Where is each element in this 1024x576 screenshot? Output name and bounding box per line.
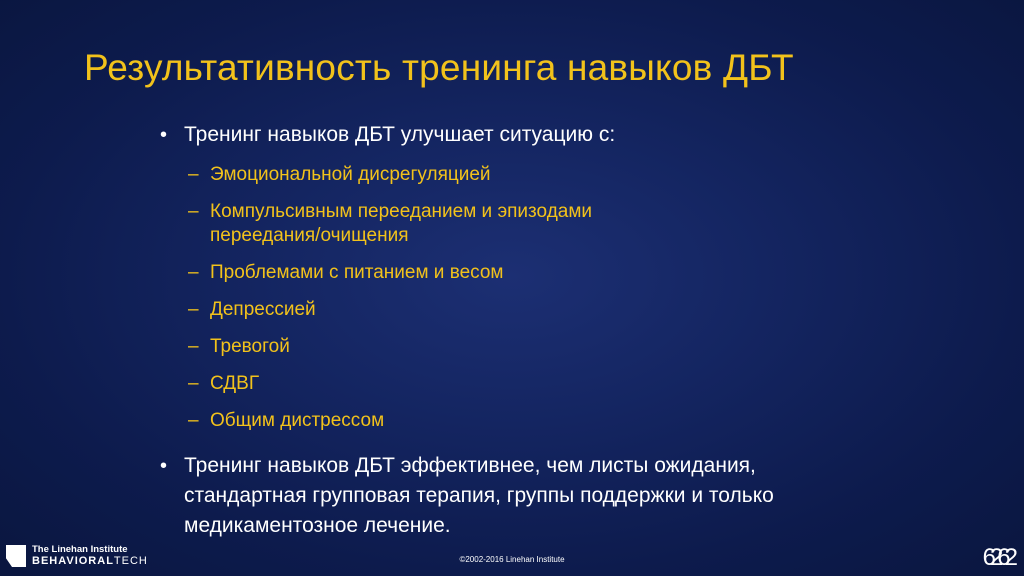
bullet-text: Тренинг навыков ДБТ эффективнее, чем листы ожидания, стандартная групповая терапия, группы поддержки и только медикаментозное лечение. (184, 454, 774, 537)
logo-line1: The Linehan Institute (32, 544, 128, 555)
sub-marker: – (188, 299, 199, 320)
sub-item (160, 163, 920, 187)
bullet-marker: • (160, 124, 168, 146)
copyright-footer: ©2002-2016 Linehan Institute (459, 555, 565, 564)
logo-line2-bold: BEHAVIORAL (32, 555, 114, 567)
sub-item-text: Проблемами с питанием и весом (210, 262, 504, 283)
sub-item-text: Депрессией (210, 299, 316, 320)
bullet-marker: • (160, 455, 168, 477)
logo-line2-light: TECH (113, 555, 148, 567)
sub-item (160, 261, 920, 285)
sub-marker: – (188, 164, 199, 185)
sub-item-text: Компульсивным перееданием и эпизодами переедания/очищения (210, 201, 593, 246)
sub-item (160, 200, 670, 248)
sub-item-text: Общим дистрессом (210, 410, 385, 431)
sub-item-text: Тревогой (210, 336, 290, 357)
sub-marker: – (188, 262, 199, 283)
bullet-item (160, 120, 920, 150)
sub-marker: – (188, 410, 199, 431)
sub-item (160, 409, 920, 433)
sub-item-text: СДВГ (210, 373, 260, 394)
sub-item (160, 335, 920, 359)
sub-marker: – (188, 373, 199, 394)
sub-marker: – (188, 201, 199, 222)
sub-item-text: Эмоциональной дисрегуляцией (210, 164, 491, 185)
sub-item (160, 372, 920, 396)
sub-marker: – (188, 336, 199, 357)
page-number: 6262 (982, 544, 1012, 571)
slide-title: Результативность тренинга навыков ДБТ (84, 47, 794, 88)
bullet-text: Тренинг навыков ДБТ улучшает ситуацию с: (184, 123, 616, 146)
bullet-item (160, 451, 884, 541)
slide-content (160, 120, 920, 541)
sub-item (160, 298, 920, 322)
